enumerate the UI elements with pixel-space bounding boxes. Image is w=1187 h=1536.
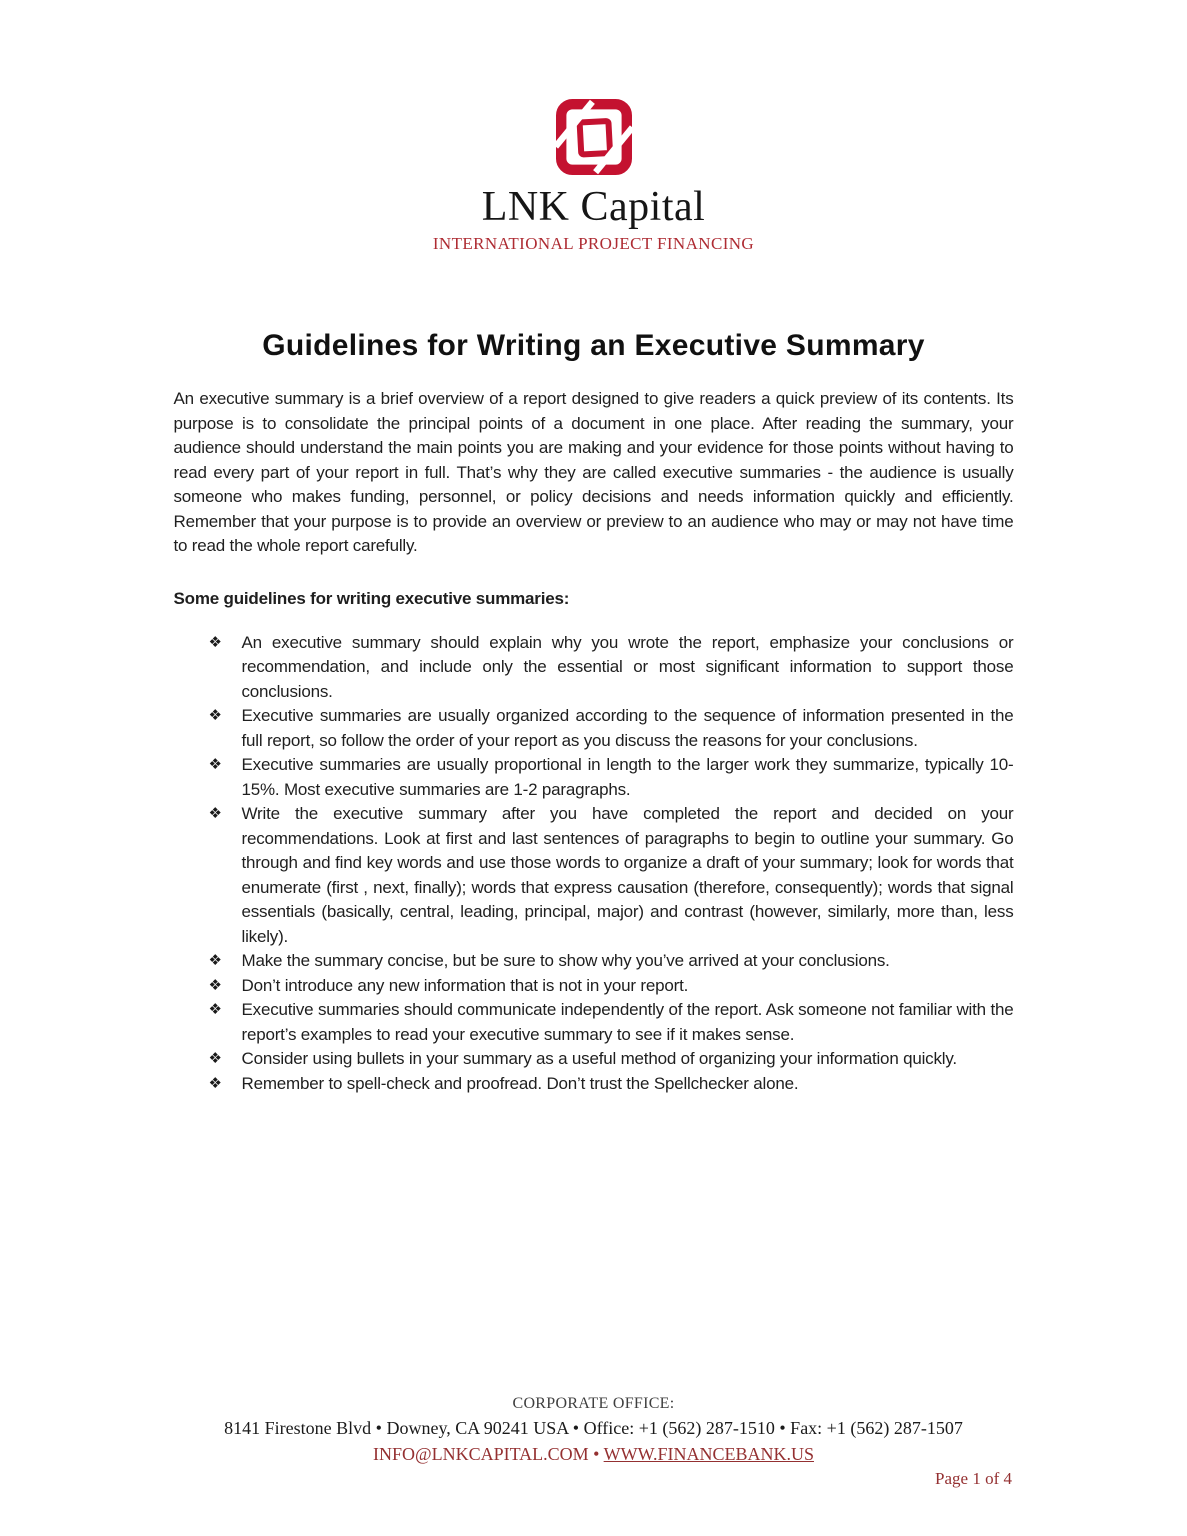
intro-paragraph: An executive summary is a brief overview of a report designed to give readers a quick preview of its contents. Its purpose is to consolidate the principal points of a document in one place. After reading the summary, your audience should understand the main points you are making and your evidence for those points without having to read every part of your report in full. That’s why they are called executive summaries - the audience is usually someone who makes funding, personnel, or policy decisions and needs information quickly and efficiently. Remember that your purpose is to provide an overview or preview to an audience who may or may not have time to read the whole report carefully.	[173, 389, 1014, 555]
guideline-item	[174, 802, 1014, 949]
diamond-bullet-icon: ❖	[208, 1050, 222, 1067]
guideline-text: Remember to spell-check and proofread. Don’t trust the Spellchecker alone.	[241, 1073, 799, 1093]
guideline-item	[174, 753, 1014, 802]
guideline-text: An executive summary should explain why you wrote the report, emphasize your conclusions or recommendation, and include only the essential or most significant information to support those conclusions.	[241, 632, 1014, 701]
guideline-item	[174, 1047, 1014, 1072]
diamond-bullet-icon: ❖	[208, 756, 222, 773]
page-indicator: Page 1 of 4	[935, 1469, 1012, 1488]
diamond-bullet-icon: ❖	[208, 976, 222, 994]
guideline-item	[174, 1072, 1014, 1097]
guideline-text: Executive summaries should communicate independently of the report. Ask someone not familiar with the report’s examples to read your executive summary to see if it makes sense.	[241, 1000, 1014, 1044]
brand-tagline: INTERNATIONAL PROJECT FINANCING	[432, 234, 755, 253]
diamond-bullet-icon: ❖	[208, 805, 222, 822]
guideline-item	[174, 631, 1014, 705]
diamond-bullet-icon: ❖	[208, 707, 222, 724]
guideline-text: Consider using bullets in your summary as a useful method of organizing your information quickly.	[241, 1049, 957, 1068]
guideline-text: Write the executive summary after you have completed the report and decided on your recommendations. Look at first and last sentences of paragraphs to begin to outline your summary. Go through and find key words and use those words to organize a draft of your summary; look for words that enumerate (first , next, finally); words that express causation (therefore, consequently); words that signal essentials (basically, central, leading, principal, major) and contrast (however, similarly, more than, less likely).	[241, 804, 1014, 946]
diamond-bullet-icon: ❖	[208, 1001, 222, 1018]
section-heading: Some guidelines for writing executive summaries:	[173, 588, 570, 608]
lnk-logo-icon	[554, 97, 634, 177]
guideline-text: Executive summaries are usually proportional in length to the larger work they summarize, typically 10-15%. Most executive summaries are 1-2 paragraphs.	[241, 755, 1014, 799]
corporate-office-label: CORPORATE OFFICE:	[512, 1395, 675, 1412]
guideline-item	[174, 998, 1014, 1047]
guideline-text: Don’t introduce any new information that is not in your report.	[241, 975, 689, 995]
diamond-bullet-icon: ❖	[208, 1074, 222, 1092]
brand-name: LNK Capital	[481, 184, 706, 230]
guideline-item	[174, 704, 1014, 753]
contact-line	[0, 1442, 1187, 1467]
guideline-text: Executive summaries are usually organized according to the sequence of information presented in the full report, so follow the order of your report as you discuss the reasons for your conclusions.	[241, 706, 1014, 750]
guidelines-list	[174, 631, 1014, 1097]
document-body	[174, 329, 1014, 1096]
bullet-separator: •	[593, 1444, 600, 1464]
diamond-bullet-icon: ❖	[208, 633, 222, 651]
guideline-item	[174, 974, 1014, 999]
page-footer	[0, 1393, 1187, 1491]
contact-email: INFO@LNKCAPITAL.COM	[373, 1444, 589, 1464]
page-title: Guidelines for Writing an Executive Summary	[262, 329, 925, 362]
guideline-item	[174, 949, 1014, 974]
guideline-text: Make the summary concise, but be sure to show why you’ve arrived at your conclusions.	[241, 951, 890, 970]
website-link[interactable]: WWW.FINANCEBANK.US	[603, 1444, 814, 1464]
letterhead	[0, 0, 1187, 255]
address-line: 8141 Firestone Blvd • Downey, CA 90241 USA • Office: +1 (562) 287-1510 • Fax: +1 (562) 287-1507	[224, 1418, 963, 1438]
diamond-bullet-icon: ❖	[208, 952, 222, 969]
